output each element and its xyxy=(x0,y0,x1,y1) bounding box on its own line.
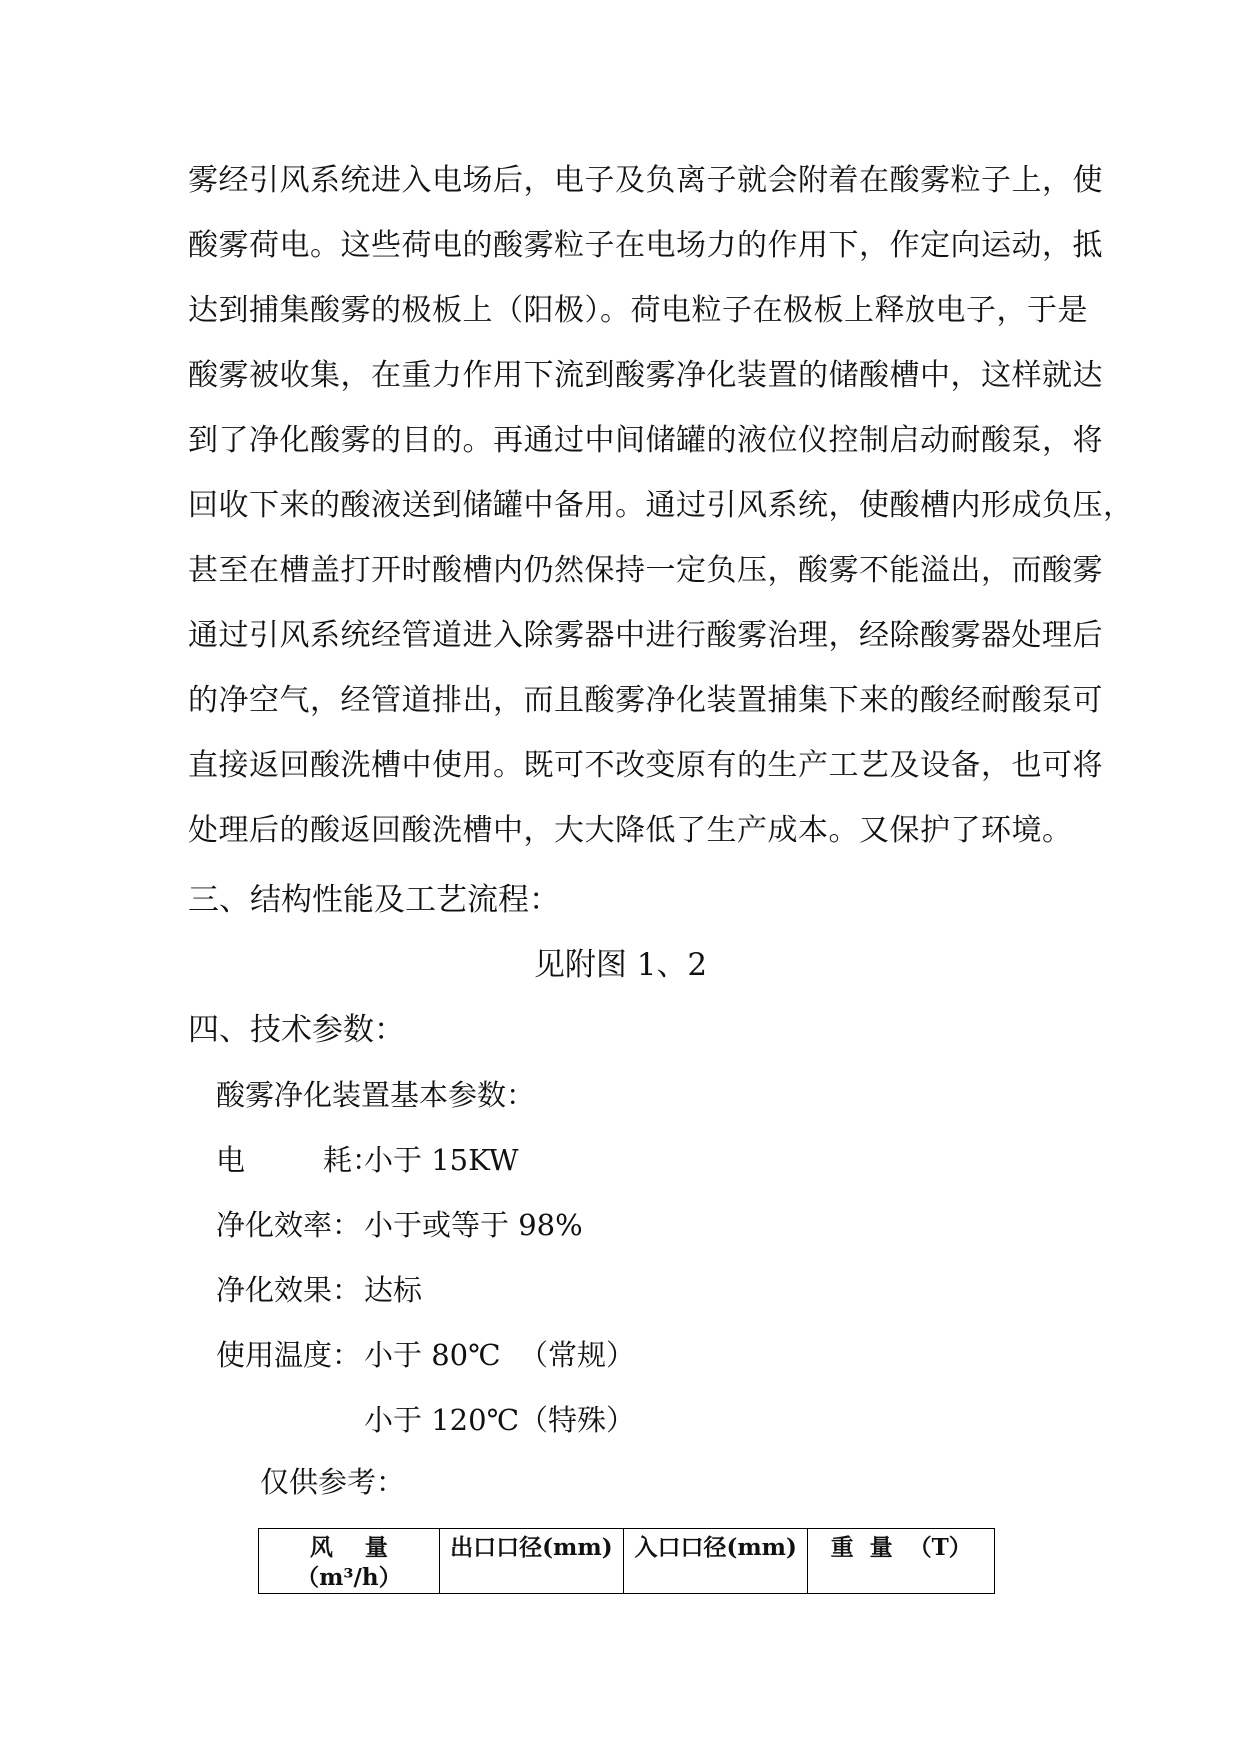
header-weight: 重 量 （T） xyxy=(808,1529,995,1594)
paragraph-line: 达到捕集酸雾的极板上（阳极）。荷电粒子在极板上释放电子，于是 xyxy=(188,293,1088,328)
param-temperature-value: 小于 80℃ （常规） xyxy=(364,1338,635,1372)
paragraph-line: 甚至在槽盖打开时酸槽内仍然保持一定负压，酸雾不能溢出，而酸雾 xyxy=(188,553,1103,588)
header-airflow-line2: （m³/h） xyxy=(296,1564,402,1591)
spec-table xyxy=(258,1528,995,1594)
paragraph-line: 处理后的酸返回酸洗槽中，大大降低了生产成本。又保护了环境。 xyxy=(188,813,1073,848)
header-airflow xyxy=(259,1529,440,1594)
paragraph-line: 雾经引风系统进入电场后，电子及负离子就会附着在酸雾粒子上，使 xyxy=(188,163,1103,198)
header-inlet: 入口口径(mm) xyxy=(624,1529,808,1594)
paragraph-line: 通过引风系统经管道进入除雾器中进行酸雾治理，经除酸雾器处理后 xyxy=(188,618,1103,653)
figure-reference: 见附图 1、2 xyxy=(533,947,708,983)
param-temperature xyxy=(216,1335,635,1375)
paragraph-line: 酸雾被收集，在重力作用下流到酸雾净化装置的储酸槽中，这样就达 xyxy=(188,358,1103,393)
reference-note: 仅供参考： xyxy=(260,1465,406,1499)
param-effect-label: 净化效果： xyxy=(216,1273,362,1307)
param-efficiency-value: 小于或等于 98% xyxy=(364,1208,583,1242)
paragraph-line: 的净空气，经管道排出，而且酸雾净化装置捕集下来的酸经耐酸泵可 xyxy=(188,683,1103,718)
body-paragraph xyxy=(188,148,1134,863)
param-efficiency xyxy=(216,1205,583,1245)
header-airflow-line1: 风 量 xyxy=(309,1534,388,1561)
param-power-label: 电 耗： xyxy=(216,1143,382,1177)
param-effect xyxy=(216,1270,422,1310)
table-header-row xyxy=(259,1529,995,1594)
section-4-heading: 四、技术参数： xyxy=(188,1012,405,1048)
section-3-heading: 三、结构性能及工艺流程： xyxy=(188,882,560,918)
paragraph-line: 直接返回酸洗槽中使用。既可不改变原有的生产工艺及设备，也可将 xyxy=(188,748,1103,783)
parameters-subheading: 酸雾净化装置基本参数： xyxy=(216,1078,536,1112)
param-power-value: 小于 15KW xyxy=(364,1143,519,1177)
param-temperature-special: 小于 120℃（特殊） xyxy=(364,1403,636,1437)
param-temperature-label: 使用温度： xyxy=(216,1338,362,1372)
paragraph-line: 酸雾荷电。这些荷电的酸雾粒子在电场力的作用下，作定向运动，抵 xyxy=(188,228,1103,263)
param-effect-value: 达标 xyxy=(364,1273,423,1307)
header-outlet: 出口口径(mm) xyxy=(439,1529,623,1594)
param-power xyxy=(216,1140,519,1180)
paragraph-line: 回收下来的酸液送到储罐中备用。通过引风系统，使酸槽内形成负压， xyxy=(188,488,1134,523)
paragraph-line: 到了净化酸雾的目的。再通过中间储罐的液位仪控制启动耐酸泵，将 xyxy=(188,423,1103,458)
param-efficiency-label: 净化效率： xyxy=(216,1208,362,1242)
